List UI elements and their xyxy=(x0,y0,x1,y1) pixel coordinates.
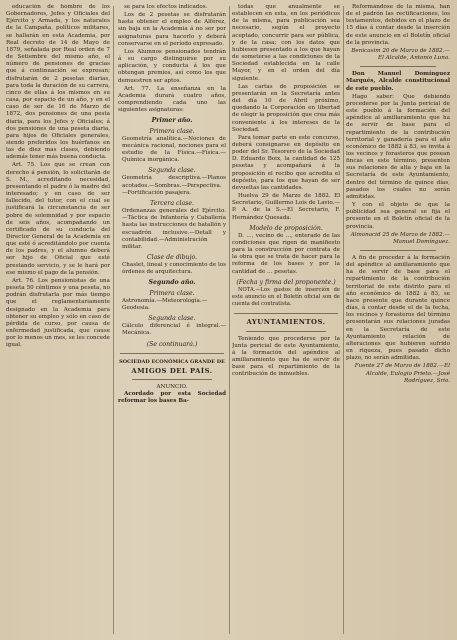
column-3 xyxy=(232,4,340,636)
paragraph: Hago saber: Que debiendo procederse por la Junta pericial de este pueblo á la formación del apéndice al amillaramiento que ha de servir de base para el repartimiento de la contribución territorial y ganadería para el año económico de 1882 á 83, se invita á los vecinos y forasteros que posean fincas en este término, presenten sus relaciones de alta y baja en la Secretaría de este Ayuntamiento, dentro del término de quince días, pasados los cuales no serán admitidas. xyxy=(346,93,450,200)
paragraph: Acordado por esta Sociedad reformar los bases Ba- xyxy=(118,391,226,405)
subject-list: Chaslet, lineal y conocimiento de los órdenes de arquitectura. xyxy=(122,262,226,276)
paragraph: Y con el objeto de que la publicidad sea general se fija el presente en el Boletín oficial de la provincia. xyxy=(346,202,450,230)
announcement-heading: ANUNCIO. xyxy=(156,384,188,391)
paragraph: Reformándose de la misma, han de el padrón las rectificaciones, los testamentos, debidos en el plazo de 15 días á contar desde la inserción de este anuncio en el Boletín oficial de la provincia. xyxy=(346,4,450,46)
subject-list: Geometría analítica.—Nociones de mecánica racional, nociones para el estudio de la Física.—Física.—Química inorgánica. xyxy=(122,135,226,164)
paragraph: se para los efectos indicados. xyxy=(124,4,208,10)
paragraph: Don Manuel Domínguez Marqués, Alcalde constitucional de este pueblo. xyxy=(346,71,450,92)
subject-list: Cálculo diferencial é integral.—Mecánica. xyxy=(122,323,226,337)
column-2 xyxy=(118,4,226,636)
model-text: D. ..., vecino de ..., enterado de las condiciones que rigen de manifiesto para la construcción por contrata de la obra que se trata de hacer para la reforma de los bases y por la cantidad de ... pesetas. xyxy=(232,232,340,275)
paragraph: A fin de proceder á la formación del apéndice al amillaramiento que ha de servir de base para el repartimiento de la contribución territorial de este distrito para el año económico de 1882 á 83, se hace presente que durante quince días, á contar desde el de la fecha, los vecinos y forasteros del término presentarán sus relaciones juradas en la Secretaría de este Ayuntamiento relación de alteraciones que hubieren sufrido en riqueza, pues pasado dicho plazo, no serán admitidas. xyxy=(346,255,450,362)
paragraph: Las cartas de proposición se presentarán en la Secretaría antes del día 10 de Abril próximo, quedando la Corporación en libertad de elegir la proposición que crea más conveniente á los intereses de la Sociedad. xyxy=(232,83,340,133)
year-heading: Primer año. xyxy=(151,117,193,125)
section-heading: AYUNTAMIENTOS. xyxy=(246,318,326,327)
class-heading: Primera clase. xyxy=(149,289,195,297)
subject-list: Astronomía.—Meteorología.—Geodesia. xyxy=(122,297,208,311)
subject-list: Geometría descriptiva.—Planos acotados.—Sombras.—Perspectiva.—Fortificación pasajera. xyxy=(122,175,226,196)
model-heading: Modelo de proposición. xyxy=(249,224,323,232)
paragraph: Los de 2 pesetas se disfrutarán hasta obtener el empleo de Alférez, sin baja en la Academia á no ser por asignaturas para hacerlo y deberá conservarse en el período expresado. xyxy=(118,12,226,47)
society-title: AMIGOS DEL PAÍS. xyxy=(131,366,213,375)
divider xyxy=(120,353,224,354)
column-rule xyxy=(229,6,230,634)
divider xyxy=(360,250,436,251)
paragraph: Huelva 29 de Marzo de 1882. El Secretario, Guillermo Lois de Lavio.—P. A. de la S.—El Secretario, F. Hernández Quesada. xyxy=(232,193,340,221)
signature: Fuente 27 de Marzo de 1882.—El Alcalde, Eulogio Prieto.—José Rodríguez, Srio. xyxy=(354,363,450,384)
paragraph: todas que anualmente se establecen en esta, en los periódicos de la misma, para publicación sea necesario, según el proyecto aceptado, concurrir para ser pública, y de la casa; con los datos que hubiesen presentado a los que hayan de someterse a las condiciones de la Sociedad establecida en la calle Mayor, y en el orden del día siguiente. xyxy=(232,4,340,82)
class-heading: Segunda clase. xyxy=(148,315,196,323)
column-1 xyxy=(6,4,110,636)
article-75: Art. 75. Los que se crean con derecho á pensión, lo solicitarán de S. M., acreditando necesidad, presentando el padre ó la madre del interesado; y en caso de ser fallecido, del tutor, con el cual se justificará la circunstancia de ser pobre de solemnidad y por espacio de seis años, acompañando un certificado de su conducta del Director General de la Academia en que esté ó acreditándolo por cuenta de los padres, y el alumno deberá ser hijo de Oficial que esté prestando servicio, y se le hará por ese mismo el pago de la pensión. xyxy=(6,162,110,276)
paragraph: Los Alumnos pensionados tendrán á su cargo distinguirse por su aplicación, y conducta á los que obtengan premios, así como los que demuestren ser aptos. xyxy=(118,48,226,84)
paragraph: Para tomar parte en este concurso, deberá consignarse en depósito en poder del Sr. Tesorero de la Sociedad D. Eduardo Boix, la cantidad de 125 pesetas y acompañará á la proposición el recibo que acredita el depósito, para los que hayan de ser devueltas las cantidades. xyxy=(232,134,340,191)
divider xyxy=(234,313,338,314)
note: NOTA.—Los gastos de inserción de este anuncio en el Boletín oficial son de cuenta del contratista. xyxy=(232,286,340,308)
column-4 xyxy=(346,4,450,636)
continued-note: (Se continuará.) xyxy=(146,340,198,348)
class-heading: Segunda clase. xyxy=(148,167,196,175)
divider xyxy=(132,379,212,380)
class-heading: Tercera clase. xyxy=(150,199,194,207)
class-heading: Primera clase. xyxy=(149,127,195,135)
society-name: SOCIEDAD ECONÓMICA GRANDE DE xyxy=(119,358,225,365)
signature: Benicasim 20 de Marzo de 1882.—El Alcalde, Antonio Luna. xyxy=(351,47,450,62)
paragraph: educación de hombre de los Gobernadores, Jefes y Oficiales del Ejército y Armada, y los naturales de la Campaña, políticos militares, se hallarán en esta Academia, por Real decreto de 14 de Mayo de 1879, señalada por Real orden de 7 de Setiembre del mismo año, el número de pensiones de gracias que á continuación se expresan; disfrutarán de 2 pesetas diarias, para toda la duración de su carrera, cinco de ellas á los mismos en su casa, por espacio de un año, y en el caso de ser de 16 de Marzo de 1872, dos pensiones de una pesta diaria, para los Jefes y Oficiales; á dos pensiones de una peseta diaria, para hijos de Oficiales generales, siendo preferidos los huérfanos en las de diez mas clases, debiendo además tener más buena conducta. xyxy=(6,4,110,161)
article-76: Art. 76. Los pensionistas de una peseta 50 céntimos y una peseta, no podrán disfrutarla por más tiempo que el reglamentariamente designado en la Academia para obtener su empleo y sólo en caso de pérdida de curso, por causa de enfermedad justificada, que cause por lo menos un mes, se les concede igual. xyxy=(6,277,110,349)
divider xyxy=(246,331,326,332)
divider xyxy=(360,66,436,67)
subject-list: Ordenanzas generales del Ejército.—Táctica de Infantería y Caballería hasta las instrucciones de batallón y escuadrón inclusive.—Detall y contabilidad.—Administración militar. xyxy=(122,208,226,250)
article-77: Art. 77. La enseñanza en la Academia durará cuatro años, comprendiendo cada uno las siguientes asignaturas: xyxy=(118,85,226,114)
paragraph: Teniendo que procederse por la Junta pericial de este Ayuntamiento, á la formación del apéndice al amillaramiento que ha de servir de base para el repartimiento de la contribución de inmuebles. xyxy=(232,335,340,378)
column-rule xyxy=(113,6,114,634)
class-heading: Clase de dibujo. xyxy=(146,254,198,261)
column-rule xyxy=(343,6,344,634)
year-heading: Segundo año. xyxy=(148,279,196,287)
signature: Almonacid 25 de Marzo de 1882.—Manuel Domínguez. xyxy=(350,231,450,245)
signature-note: (Fecha y firma del proponente.) xyxy=(236,278,336,286)
